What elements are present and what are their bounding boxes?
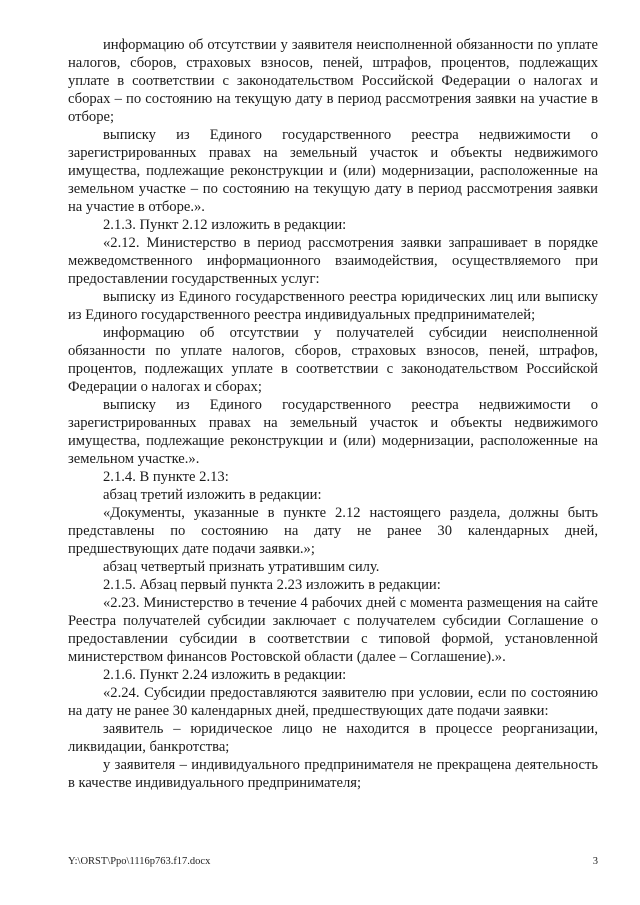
file-path: Y:\ORST\Ppo\1116p763.f17.docx [68,856,211,867]
paragraph: 2.1.3. Пункт 2.12 изложить в редакции: [103,217,347,233]
paragraph: выписку из Единого государственного реестра юридических лиц или выписку из Единого государственного реестра индивидуальных предпринимателей; [68,289,598,323]
paragraph: выписку из Единого государственного реестра недвижимости о зарегистрированных правах на земельный участок и объекты недвижимого имущества, подлежащие реконструкции и (или) модернизации, расположенные на земельном участке.». [68,397,598,467]
paragraph: 2.1.5. Абзац первый пункта 2.23 изложить в редакции: [103,577,441,593]
paragraph: информацию об отсутствии у заявителя неисполненной обязанности по уплате налогов, сборов, страховых взносов, пеней, штрафов, процентов, подлежащих уплате в соответствии с законодательством Российской Федерации о налогах и сборах – по состоянию на текущую дату в период рассмотрения заявки на участие в отборе; [68,37,598,125]
paragraph: абзац третий изложить в редакции: [103,487,322,503]
paragraph: информацию об отсутствии у получателей субсидии неисполненной обязанности по уплате налогов, сборов, страховых взносов, пеней, штрафов, процентов, подлежащих уплате в соответствии с законодательством Российской Федерации о налогах и сборах; [68,325,598,395]
page-number: 3 [592,856,598,867]
page-footer [68,856,598,867]
paragraph: заявитель – юридическое лицо не находится в процессе реорганизации, ликвидации, банкротства; [68,721,598,755]
paragraph: абзац четвертый признать утратившим силу. [103,559,380,575]
paragraph: «2.12. Министерство в период рассмотрения заявки запрашивает в порядке межведомственного информационного взаимодействия, осуществляемого при предоставлении государственных услуг: [68,235,598,287]
paragraph: выписку из Единого государственного реестра недвижимости о зарегистрированных правах на земельный участок и объекты недвижимого имущества, подлежащие реконструкции и (или) модернизации, расположенные на земельном участке – по состоянию на текущую дату в период рассмотрения заявки на участие в отборе.». [68,127,598,215]
paragraph: «2.23. Министерство в течение 4 рабочих дней с момента размещения на сайте Реестра получателей субсидии заключает с получателем субсидии Соглашение о предоставлении субсидии в соответствии с типовой формой, установленной министерством финансов Ростовской области (далее – Соглашение).». [68,595,598,665]
paragraph: у заявителя – индивидуального предпринимателя не прекращена деятельность в качестве индивидуального предпринимателя; [68,757,598,791]
paragraph: 2.1.4. В пункте 2.13: [103,469,229,485]
document-body [68,36,598,792]
paragraph: 2.1.6. Пункт 2.24 изложить в редакции: [103,667,347,683]
paragraph: «Документы, указанные в пункте 2.12 настоящего раздела, должны быть представлены по состоянию на дату не ранее 30 календарных дней, предшествующих дате подачи заявки.»; [68,505,598,557]
paragraph: «2.24. Субсидии предоставляются заявителю при условии, если по состоянию на дату не ранее 30 календарных дней, предшествующих дате подачи заявки: [68,685,598,719]
